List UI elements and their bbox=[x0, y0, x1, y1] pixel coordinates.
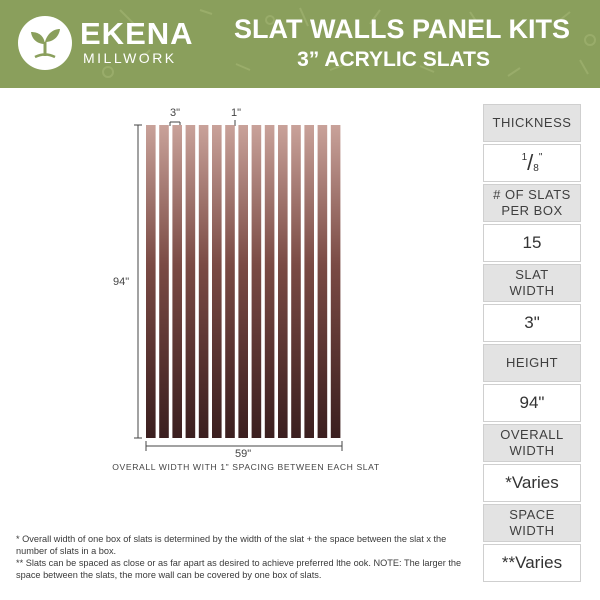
diagram-caption: OVERALL WIDTH WITH 1" SPACING BETWEEN EACH SLAT bbox=[112, 462, 380, 472]
spec-value-slats-per-box: 15 bbox=[483, 224, 581, 262]
slat bbox=[199, 125, 209, 438]
fraction-slash: / bbox=[527, 150, 534, 175]
spec-label-thickness bbox=[483, 104, 581, 142]
spec-label-line2: PER BOX bbox=[501, 203, 563, 218]
spec-label-text bbox=[493, 187, 571, 219]
slat bbox=[265, 125, 275, 438]
spec-label-line1: SLAT bbox=[515, 267, 549, 282]
slat bbox=[304, 125, 314, 438]
slat-diagram bbox=[100, 100, 380, 480]
spec-value-space-width: **Varies bbox=[483, 544, 581, 582]
slat bbox=[212, 125, 222, 438]
fraction-denominator: 8 bbox=[533, 162, 539, 174]
spec-label-line2: WIDTH bbox=[509, 283, 555, 298]
spec-label-line2: WIDTH bbox=[509, 523, 555, 538]
slat bbox=[291, 125, 301, 438]
spec-label-line1: SPACE bbox=[509, 507, 555, 522]
page-title: SLAT WALLS PANEL KITS bbox=[234, 14, 570, 44]
slat bbox=[331, 125, 341, 438]
spec-value-height: 94" bbox=[483, 384, 581, 422]
spec-label-height bbox=[483, 344, 581, 382]
spec-label-line2: WIDTH bbox=[509, 443, 555, 458]
height-label: 94" bbox=[113, 276, 130, 288]
spec-label-line1: OVERALL bbox=[500, 427, 564, 442]
spec-table bbox=[483, 104, 581, 582]
brand-subtitle: MILLWORK bbox=[83, 50, 177, 66]
spec-label-text bbox=[509, 507, 555, 539]
spec-label-overall-width bbox=[483, 424, 581, 462]
brand-logo bbox=[18, 16, 72, 70]
spec-label-text bbox=[509, 267, 554, 299]
width-label: 59" bbox=[235, 448, 252, 460]
slat bbox=[252, 125, 262, 438]
spec-value-thickness bbox=[483, 144, 581, 182]
spec-label-space-width bbox=[483, 504, 581, 542]
slat bbox=[278, 125, 288, 438]
spec-label-slat-width bbox=[483, 264, 581, 302]
slat-width-label: 3" bbox=[170, 107, 181, 119]
brand-name: EKENA bbox=[80, 16, 194, 51]
slat bbox=[225, 125, 235, 438]
footnote-overall-width: * Overall width of one box of slats is determined by the width of the slat + the space between the slat x the number of slats in a box. bbox=[16, 534, 447, 556]
spec-value-slat-width: 3" bbox=[483, 304, 581, 342]
spec-value-overall-width: *Varies bbox=[483, 464, 581, 502]
spacing-label: 1" bbox=[231, 107, 242, 119]
footnotes bbox=[16, 533, 466, 581]
leaf-sprout-icon bbox=[18, 16, 72, 70]
slat bbox=[159, 125, 169, 438]
footnote-spacing: ** Slats can be spaced as close or as far apart as desired to achieve preferred lthe ook. NOTE: The larger the space between the slats, the more wall can be covered by one box of slats. bbox=[16, 558, 462, 580]
header-banner bbox=[0, 0, 600, 88]
spec-label-text bbox=[500, 427, 563, 459]
slat bbox=[172, 125, 182, 438]
slat bbox=[186, 125, 196, 438]
page-subtitle: 3” ACRYLIC SLATS bbox=[297, 48, 490, 71]
fraction-numerator: 1 bbox=[521, 151, 528, 163]
spec-label-line1: # OF SLATS bbox=[493, 187, 571, 202]
slat bbox=[238, 125, 248, 438]
fraction-unit: " bbox=[538, 151, 543, 163]
spec-label-text: HEIGHT bbox=[505, 355, 559, 370]
spec-label-text: THICKNESS bbox=[492, 115, 572, 130]
spec-label-slats-per-box bbox=[483, 184, 581, 222]
slat bbox=[146, 125, 156, 438]
slats-group bbox=[146, 125, 340, 438]
slat bbox=[318, 125, 328, 438]
